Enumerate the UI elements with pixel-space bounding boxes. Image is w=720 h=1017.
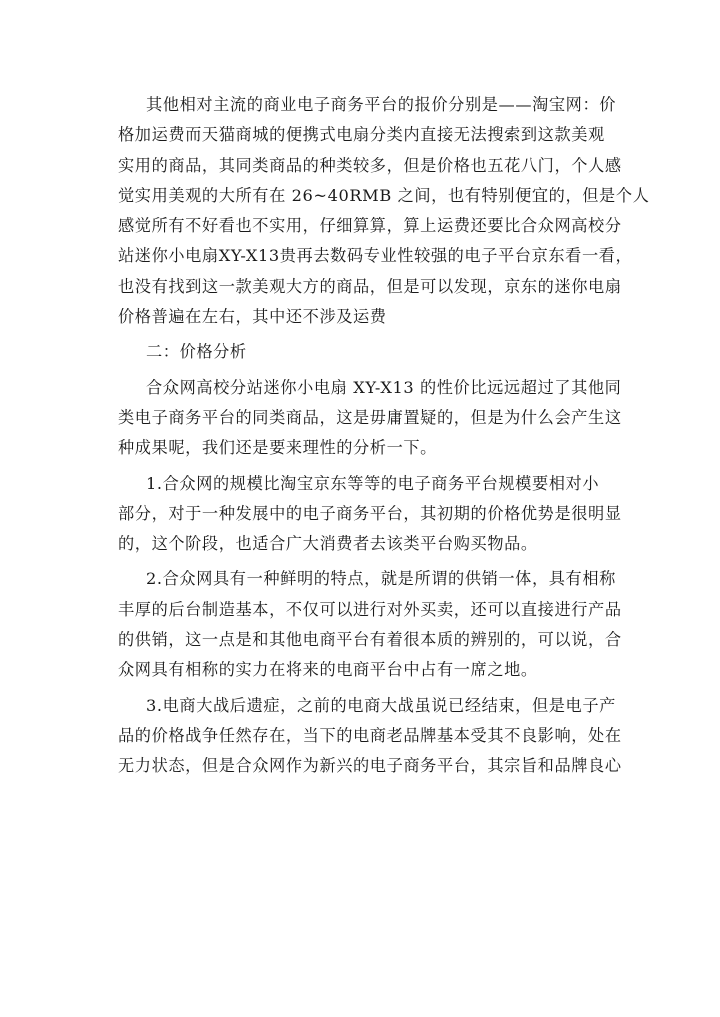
text-line: 站迷你小电扇XY-X13贵再去数码专业性较强的电子平台京东看一看，: [118, 246, 633, 266]
paragraph-price-comparison: [118, 90, 650, 332]
text-line: 丰厚的后台制造基本，不仅可以进行对外买卖，还可以直接进行产品: [118, 599, 622, 619]
heading-price-analysis: 二：价格分析: [146, 342, 247, 362]
document-body: [118, 90, 650, 782]
text-line: 1.合众网的规模比淘宝京东等等的电子商务平台规模要相对小: [146, 473, 600, 493]
text-line: 的，这个阶段，也适合广大消费者去该类平台购买物品。: [118, 534, 538, 554]
text-line: 价格普遍在左右，其中还不涉及运费: [118, 307, 387, 327]
section-heading: [118, 337, 608, 367]
text-line: 品的价格战争任然存在，当下的电商老品牌基本受其不良影响，处在: [118, 725, 622, 745]
paragraph-point-2: [118, 564, 622, 685]
text-line: 无力状态，但是合众网作为新兴的电子商务平台，其宗旨和品牌良心: [118, 756, 622, 776]
text-line: 种成果呢，我们还是要来理性的分析一下。: [118, 438, 437, 458]
text-line: 觉实用美观的大所有在 26~40RMB 之间，也有特别便宜的，但是个人: [118, 185, 650, 205]
text-line: 合众网高校分站迷你小电扇 XY-X13 的性价比远远超过了其他同: [146, 377, 622, 397]
text-line: 类电子商务平台的同类商品，这是毋庸置疑的，但是为什么会产生这: [118, 407, 622, 427]
paragraph-point-1: [118, 469, 622, 560]
text-line: 格加运费而天猫商城的便携式电扇分类内直接无法搜索到这款美观: [118, 125, 605, 145]
text-line: 部分，对于一种发展中的电子商务平台，其初期的价格优势是很明显: [118, 503, 622, 523]
paragraph-point-3: [118, 691, 622, 782]
text-line: 2.合众网具有一种鲜明的特点，就是所谓的供销一体，具有相称: [146, 569, 616, 589]
text-line: 3.电商大战后遗症，之前的电商大战虽说已经结束，但是电子产: [146, 695, 616, 715]
text-line: 实用的商品，其同类商品的种类较多，但是价格也五花八门，个人感: [118, 155, 622, 175]
text-line: 其他相对主流的商业电子商务平台的报价分别是——淘宝网：价: [146, 95, 617, 114]
paragraph-intro-analysis: [118, 373, 622, 464]
text-line: 感觉所有不好看也不实用，仔细算算，算上运费还要比合众网高校分: [118, 216, 622, 236]
text-line: 众网具有相称的实力在将来的电商平台中占有一席之地。: [118, 660, 538, 680]
text-line: 也没有找到这一款美观大方的商品，但是可以发现，京东的迷你电扇: [118, 276, 622, 296]
text-line: 的供销，这一点是和其他电商平台有着很本质的辨别的，可以说，合: [118, 630, 622, 650]
